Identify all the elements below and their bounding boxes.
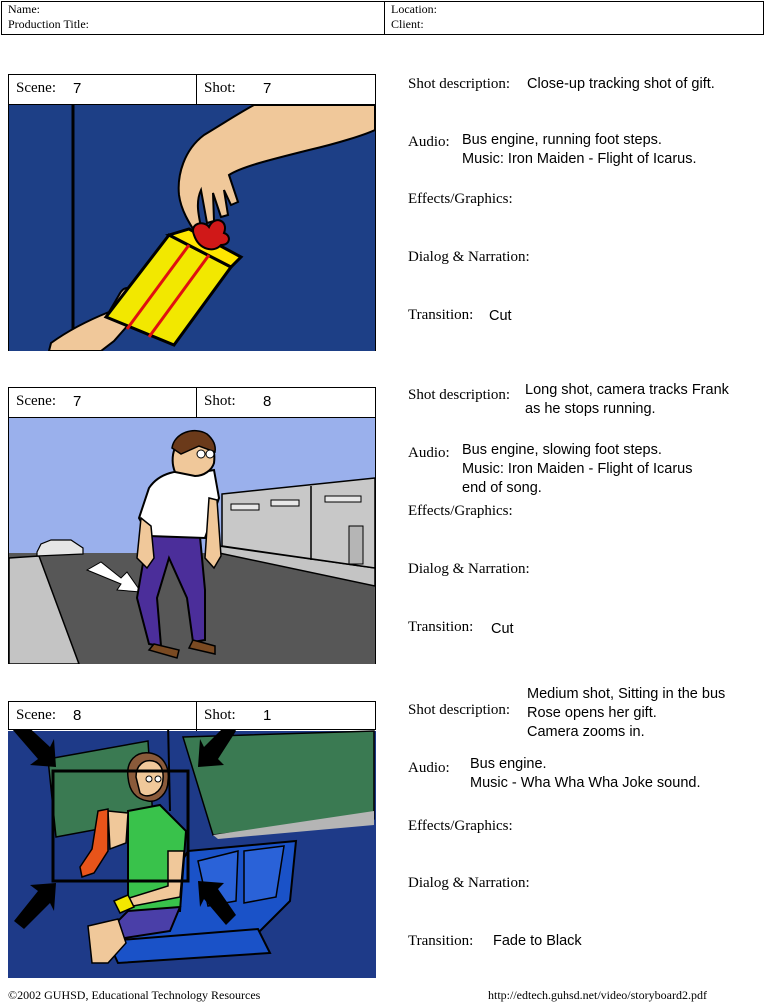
shot-label: Shot:: [204, 393, 236, 409]
scene-label: Scene:: [16, 80, 56, 96]
effects-label-2: Effects/Graphics:: [408, 503, 513, 519]
transition-label-3: Transition:: [408, 933, 474, 949]
frame-2-illustration: [9, 418, 375, 664]
frame-3-labels: [8, 701, 376, 730]
label-divider: [196, 388, 197, 417]
header-left: [2, 2, 385, 34]
client-label: Client:: [391, 17, 424, 31]
header-right: [385, 2, 766, 34]
audio-value-1: Bus engine, running foot steps. Music: Iron Maiden - Flight of Icarus.: [462, 132, 697, 167]
shot-description-label-3: Shot description:: [408, 702, 511, 718]
scene-value: 7: [73, 393, 82, 410]
shot-label: Shot:: [204, 707, 236, 723]
transition-value-3: Fade to Black: [493, 933, 582, 949]
shot-description-value-2: Long shot, camera tracks Frank as he stops running.: [525, 382, 729, 417]
scene-value: 7: [73, 80, 82, 97]
audio-label-3: Audio:: [408, 760, 450, 776]
shot-value: 7: [263, 80, 272, 97]
shot-description-value-3: Medium shot, Sitting in the bus Rose opens her gift. Camera zooms in.: [527, 686, 726, 740]
header-box: [1, 1, 764, 35]
transition-label-1: Transition:: [408, 307, 474, 323]
audio-value-2: Bus engine, slowing foot steps. Music: Iron Maiden - Flight of Icarus end of song.: [462, 442, 693, 496]
frame-1-labels: [9, 75, 375, 105]
effects-label-1: Effects/Graphics:: [408, 191, 513, 207]
storyboard-frame-1: [8, 74, 376, 351]
transition-value-2: Cut: [491, 621, 514, 637]
audio-value-3: Bus engine. Music - Wha Wha Wha Joke sound.: [470, 756, 701, 791]
frame-2-labels: [9, 388, 375, 418]
label-divider: [196, 75, 197, 104]
shot-label: Shot:: [204, 80, 236, 96]
dialog-label-2: Dialog & Narration:: [408, 561, 530, 577]
dialog-label-1: Dialog & Narration:: [408, 249, 530, 265]
shot-description-value-1: Close-up tracking shot of gift.: [527, 76, 715, 92]
name-label: Name:: [8, 2, 40, 16]
scene-value: 8: [73, 707, 82, 724]
shot-description-label-2: Shot description:: [408, 387, 511, 403]
audio-label-2: Audio:: [408, 445, 450, 461]
location-label: Location:: [391, 2, 437, 16]
transition-value-1: Cut: [489, 308, 512, 324]
frame-3-illustration: [8, 701, 376, 978]
scene-label: Scene:: [16, 707, 56, 723]
effects-label-3: Effects/Graphics:: [408, 818, 513, 834]
storyboard-frame-2: [8, 387, 376, 664]
label-divider: [196, 702, 197, 731]
shot-value: 1: [263, 707, 272, 724]
shot-value: 8: [263, 393, 272, 410]
shot-description-label-1: Shot description:: [408, 76, 511, 92]
footer-copyright: ©2002 GUHSD, Educational Technology Resources: [8, 988, 261, 1002]
dialog-label-3: Dialog & Narration:: [408, 875, 530, 891]
audio-label-1: Audio:: [408, 134, 450, 150]
frame-1-illustration: [9, 105, 375, 351]
footer-url[interactable]: http://edtech.guhsd.net/video/storyboard2.pdf: [488, 988, 707, 1002]
scene-label: Scene:: [16, 393, 56, 409]
production-title-label: Production Title:: [8, 17, 90, 31]
storyboard-frame-3: [8, 701, 376, 978]
transition-label-2: Transition:: [408, 619, 474, 635]
